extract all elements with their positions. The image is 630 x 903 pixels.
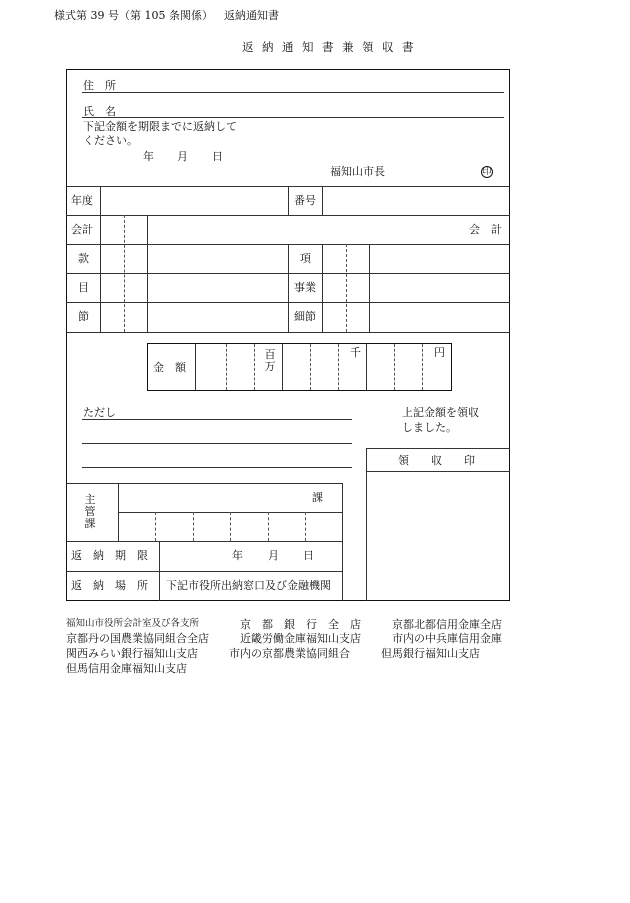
- divider: [193, 512, 194, 541]
- bank-item: 市内の中兵庫信用金庫: [392, 632, 502, 645]
- form-number: 様式第 39 号（第 105 条関係）: [54, 9, 213, 22]
- bank-item: 福知山市役所会計室及び各支所: [66, 618, 200, 629]
- account-suffix: 会 計: [469, 223, 502, 236]
- request-line2: ください。: [83, 134, 138, 147]
- address-label: 住 所: [83, 79, 116, 92]
- received-line2: しました。: [402, 421, 457, 434]
- name-label: 氏 名: [83, 105, 116, 118]
- divider: [66, 541, 342, 542]
- fiscal-year-label: 年度: [71, 194, 93, 207]
- date-day: 日: [212, 150, 223, 163]
- divider: [195, 344, 196, 390]
- divider: [322, 244, 323, 332]
- divider: [282, 344, 283, 390]
- divider: [66, 332, 510, 333]
- form-name: 返納通知書: [224, 9, 279, 22]
- bank-item: 京都丹の国農業協同組合全店: [66, 632, 209, 645]
- request-line1: 下記金額を期限までに返納して: [83, 120, 237, 133]
- divider: [124, 215, 125, 332]
- jigyou-label: 事業: [294, 281, 316, 294]
- deadline-month: 月: [268, 549, 279, 562]
- divider: [369, 244, 370, 332]
- date-year: 年: [143, 150, 154, 163]
- unit-thousand: 千: [350, 346, 361, 359]
- divider: [366, 471, 510, 472]
- amount-box: [147, 343, 452, 391]
- dept-label: 主管課: [84, 493, 96, 530]
- amount-label: 金 額: [153, 361, 186, 374]
- form-frame: [66, 69, 510, 601]
- bank-item: 関西みらい銀行福知山支店: [66, 647, 198, 660]
- divider: [147, 215, 148, 332]
- divider: [155, 512, 156, 541]
- bank-item: 市内の京都農業協同組合: [229, 647, 350, 660]
- page-title: 返納通知書兼領収書: [242, 40, 422, 54]
- unit-yen: 円: [434, 346, 445, 359]
- tadashi-label: ただし: [83, 406, 116, 419]
- divider: [394, 344, 395, 390]
- divider: [342, 483, 343, 601]
- divider: [66, 483, 342, 484]
- kan-label: 款: [78, 252, 89, 265]
- divider: [66, 571, 342, 572]
- issuer-name: 福知山市長: [330, 165, 385, 178]
- unit-million: 百万: [264, 348, 276, 373]
- place-value: 下記市役所出納窓口及び金融機関: [166, 579, 331, 592]
- divider: [159, 541, 160, 601]
- place-label: 返 納 場 所: [71, 579, 148, 592]
- seal-icon: 印: [482, 167, 492, 177]
- divider: [310, 344, 311, 390]
- bank-item: 京都北都信用金庫全店: [392, 618, 502, 631]
- address-line: [82, 92, 504, 93]
- deadline-day: 日: [303, 549, 314, 562]
- divider: [305, 512, 306, 541]
- saisetsu-label: 細節: [294, 310, 316, 323]
- dept-ka: 課: [312, 491, 323, 504]
- deadline-year: 年: [232, 549, 243, 562]
- divider: [100, 186, 101, 332]
- bank-item: 近畿労働金庫福知山支店: [240, 632, 361, 645]
- divider: [322, 186, 323, 215]
- divider: [230, 512, 231, 541]
- number-label: 番号: [294, 194, 316, 207]
- divider: [366, 448, 367, 601]
- receipt-seal-label: 領 収 印: [398, 454, 475, 467]
- divider: [366, 448, 510, 449]
- name-line: [82, 117, 504, 118]
- note-line: [82, 467, 352, 468]
- kou-label: 項: [300, 252, 311, 265]
- divider: [422, 344, 423, 390]
- divider: [254, 344, 255, 390]
- divider: [338, 344, 339, 390]
- account-label: 会計: [71, 223, 93, 236]
- setsu-label: 節: [78, 310, 89, 323]
- divider: [66, 215, 510, 216]
- bank-item: 京 都 銀 行 全 店: [240, 618, 361, 631]
- divider: [268, 512, 269, 541]
- bank-item: 但馬信用金庫福知山支店: [66, 662, 187, 675]
- deadline-label: 返 納 期 限: [71, 549, 148, 562]
- divider: [226, 344, 227, 390]
- note-line: [82, 419, 352, 420]
- note-line: [82, 443, 352, 444]
- divider: [366, 344, 367, 390]
- divider: [288, 244, 289, 332]
- date-month: 月: [177, 150, 188, 163]
- divider: [346, 244, 347, 332]
- moku-label: 目: [78, 281, 89, 294]
- received-line1: 上記金額を領収: [402, 406, 479, 419]
- bank-item: 但馬銀行福知山支店: [381, 647, 480, 660]
- divider: [288, 186, 289, 215]
